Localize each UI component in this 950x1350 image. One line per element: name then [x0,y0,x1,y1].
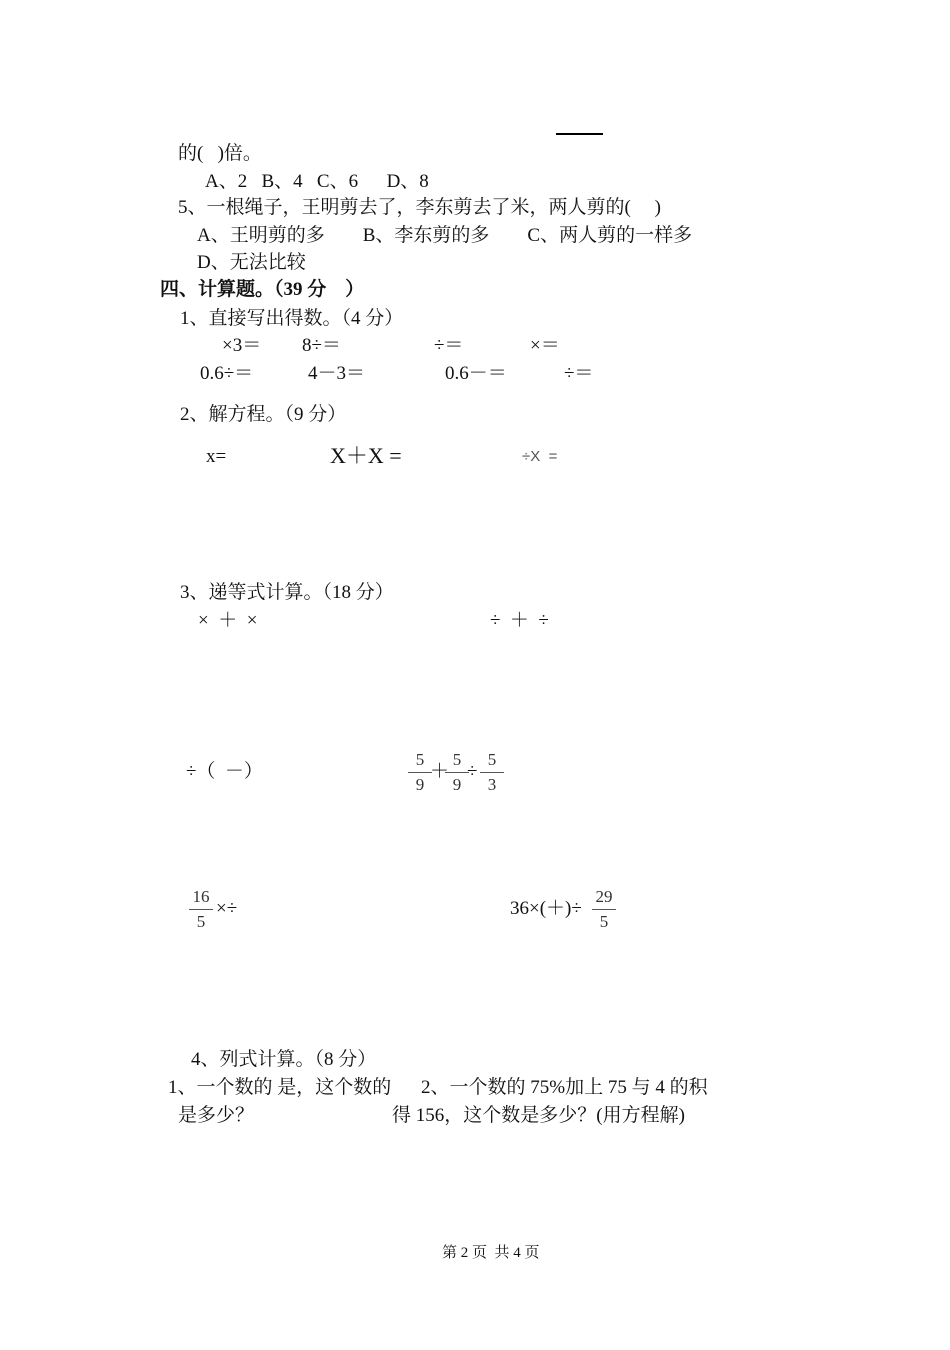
mental-math-item: 0.6－＝ [445,363,507,384]
fraction [408,750,432,795]
section-title: 四、计算题。（39 分 ） [160,279,365,300]
part3-title: 3、递等式计算。（18 分） [180,582,394,603]
operator: ×÷ [216,898,238,919]
mental-math-item: ÷＝ [564,363,594,384]
mental-math-item: ×＝ [530,335,560,356]
fraction [480,750,504,795]
numerator: 5 [452,750,462,769]
mental-math-item: 0.6÷＝ [200,363,254,384]
fraction [592,887,616,932]
part1-title: 1、直接写出得数。（4 分） [180,308,404,329]
mental-math-item: ÷＝ [434,335,464,356]
mental-math-item: ×3＝ [222,335,262,356]
q5-choices-1: A、王明剪的多 B、李东剪的多 C、两人剪的一样多 [197,225,693,246]
equation-item: X＋X = [330,443,402,468]
operator: ＋ [430,761,450,782]
denominator: 3 [487,775,497,794]
q5-stem: 5、一根绳子，王明剪去了，李东剪去了米，两人剪的( ) [178,197,661,218]
q4-tail-line: 的( )倍。 [178,143,262,164]
equation-item: x= [206,446,227,467]
part4-title: 4、列式计算。（8 分） [191,1049,377,1070]
word-problem-2-line1: 2、一个数的 75%加上 75 与 4 的积 [421,1077,708,1098]
word-problem-1-line1: 1、一个数的 是，这个数的 [168,1077,392,1098]
denominator: 5 [196,912,206,931]
numerator: 29 [595,887,613,906]
denominator: 9 [415,775,425,794]
equation-item: ÷X = [522,448,558,465]
calc-expression: × ＋ × [198,610,258,631]
denominator: 9 [452,775,462,794]
fraction [445,750,469,795]
mental-math-item: 4－3＝ [308,363,366,384]
denominator: 5 [599,912,609,931]
calc-expression: 36×(＋)÷ [510,898,582,919]
mental-math-item: 8÷＝ [302,335,341,356]
numerator: 5 [415,750,425,769]
numerator: 5 [487,750,497,769]
blank-underline [556,133,603,135]
numerator: 16 [192,887,210,906]
word-problem-1-line2: 是多少？ [178,1105,255,1126]
calc-expression: ÷ ＋ ÷ [490,610,549,631]
calc-expression: ÷（ －） [186,761,263,782]
word-problem-2-line2: 得 156，这个数是多少？(用方程解) [392,1105,685,1126]
operator: ÷ [467,761,478,782]
fraction [189,887,213,932]
part2-title: 2、解方程。（9 分） [180,404,347,425]
q4-choices: A、2 B、4 C、6 D、8 [205,171,429,192]
q5-choices-2: D、无法比较 [197,252,306,273]
page-footer: 第 2 页 共 4 页 [442,1245,540,1261]
